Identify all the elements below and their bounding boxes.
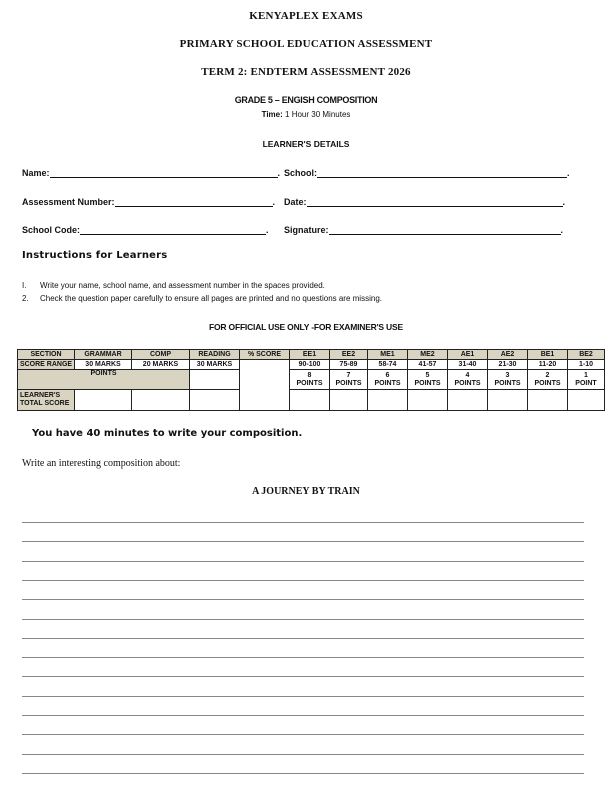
points-cell (368, 370, 408, 390)
ee1-cell[interactable] (290, 390, 330, 411)
header-cell: AE1 (448, 350, 488, 360)
points-value: 7 (346, 371, 351, 379)
ee2-cell[interactable] (330, 390, 368, 411)
header-cell: BE2 (568, 350, 605, 360)
points-value: 5 (425, 371, 430, 379)
dot: . (567, 168, 570, 178)
official-use-heading: FOR OFFICIAL USE ONLY -FOR EXAMINER'S USE (209, 322, 403, 332)
points-cell (448, 370, 488, 390)
points-unit: POINTS (414, 379, 441, 387)
be1-cell[interactable] (528, 390, 568, 411)
instructions-title: Instructions for Learners (22, 250, 168, 261)
points-value: 2 (545, 371, 550, 379)
points-row (18, 370, 605, 390)
signature-field[interactable] (284, 225, 563, 235)
percent-score-cell[interactable] (240, 360, 290, 411)
points-cell (568, 370, 605, 390)
points-value: 3 (505, 371, 510, 379)
writing-line[interactable] (22, 619, 584, 620)
table-header-row (18, 350, 605, 360)
header-cell: AE2 (488, 350, 528, 360)
points-unit: POINTS (534, 379, 561, 387)
header-cell: EE2 (330, 350, 368, 360)
be2-cell[interactable] (568, 390, 605, 411)
score-table (17, 349, 605, 411)
range-cell: 31-40 (448, 360, 488, 370)
composition-topic: A JOURNEY BY TRAIN (252, 486, 360, 497)
writing-line[interactable] (22, 734, 584, 735)
instruction-item (22, 281, 325, 290)
points-value: 6 (385, 371, 390, 379)
header-cell: GRAMMAR (75, 350, 132, 360)
me1-cell[interactable] (368, 390, 408, 411)
points-unit: POINTS (454, 379, 481, 387)
points-value: 1 (584, 371, 588, 379)
date-line[interactable] (307, 197, 563, 207)
points-cell (408, 370, 448, 390)
grade-subject: GRADE 5 – ENGISH COMPOSITION (234, 95, 378, 105)
range-cell: 1-10 (568, 360, 605, 370)
header-cell: % SCORE (240, 350, 290, 360)
writing-line[interactable] (22, 657, 584, 658)
signature-label: Signature: (284, 225, 329, 235)
school-code-label: School Code: (22, 225, 80, 235)
header-cell: ME2 (408, 350, 448, 360)
composition-prompt: Write an interesting composition about: (22, 458, 181, 469)
dot: . (266, 225, 269, 235)
header-cell: READING (190, 350, 240, 360)
instruction-text: Check the question paper carefully to ensure all pages are printed and no questions are missing. (40, 294, 382, 303)
dot: . (272, 197, 276, 207)
points-cell (528, 370, 568, 390)
learner-total-label (18, 390, 75, 411)
writing-line[interactable] (22, 522, 584, 523)
dot: . (277, 168, 281, 178)
score-range-cell: 20 MARKS (132, 360, 190, 370)
score-range-label: SCORE RANGE (18, 360, 75, 370)
points-value: 4 (465, 371, 470, 379)
learner-total-label-line2: TOTAL SCORE (20, 400, 70, 407)
reading-total-cell[interactable] (190, 390, 240, 411)
name-field[interactable] (22, 168, 280, 178)
points-cell (330, 370, 368, 390)
points-unit: POINTS (296, 379, 323, 387)
score-range-row (18, 360, 605, 370)
date-label: Date: (284, 197, 307, 207)
writing-line[interactable] (22, 638, 584, 639)
name-label: Name: (22, 168, 50, 178)
ae2-cell[interactable] (488, 390, 528, 411)
school-code-line[interactable] (80, 225, 266, 235)
assessment-number-field[interactable] (22, 197, 275, 207)
writing-line[interactable] (22, 715, 584, 716)
assessment-number-line[interactable] (115, 197, 273, 207)
instruction-item (22, 294, 382, 303)
me2-cell[interactable] (408, 390, 448, 411)
range-cell: 75-89 (330, 360, 368, 370)
header-cell: SECTION (18, 350, 75, 360)
header-cell: ME1 (368, 350, 408, 360)
writing-line[interactable] (22, 676, 584, 677)
time-line (0, 110, 612, 119)
learner-total-row (18, 390, 605, 411)
writing-line[interactable] (22, 561, 584, 562)
comp-total-cell[interactable] (132, 390, 190, 411)
range-cell: 21-30 (488, 360, 528, 370)
range-cell: 41-57 (408, 360, 448, 370)
assessment-title: PRIMARY SCHOOL EDUCATION ASSESSMENT (179, 38, 433, 50)
points-unit: POINTS (374, 379, 401, 387)
reading-points-cell[interactable] (190, 370, 240, 390)
instruction-number: 2. (22, 294, 29, 303)
dot: . (562, 197, 566, 207)
school-code-field[interactable] (22, 225, 269, 235)
grammar-total-cell[interactable] (75, 390, 132, 411)
instruction-text: Write your name, school name, and assessment number in the spaces provided. (40, 281, 325, 290)
writing-line[interactable] (22, 580, 584, 581)
school-label: School: (284, 168, 317, 178)
assessment-number-label: Assessment Number: (22, 197, 115, 207)
signature-line[interactable] (329, 225, 561, 235)
learner-details-heading: LEARNER'S DETAILS (262, 139, 350, 149)
school-line[interactable] (317, 168, 567, 178)
points-unit: POINTS (335, 379, 362, 387)
time-value: 1 Hour 30 Minutes (285, 110, 351, 119)
date-field[interactable] (284, 197, 565, 207)
score-range-cell: 30 MARKS (190, 360, 240, 370)
time-note: You have 40 minutes to write your composition. (32, 428, 303, 439)
header-cell: BE1 (528, 350, 568, 360)
writing-line[interactable] (22, 541, 584, 542)
writing-line[interactable] (22, 754, 584, 755)
dot: . (560, 225, 564, 235)
header-cell: EE1 (290, 350, 330, 360)
points-label: POINTS (18, 370, 190, 390)
points-value: 8 (307, 371, 312, 379)
range-cell: 11-20 (528, 360, 568, 370)
term-title: TERM 2: ENDTERM ASSESSMENT 2026 (201, 66, 411, 78)
score-range-cell: 30 MARKS (75, 360, 132, 370)
writing-line[interactable] (22, 599, 584, 600)
writing-line[interactable] (22, 773, 584, 774)
points-cell (290, 370, 330, 390)
header-cell: COMP (132, 350, 190, 360)
learner-total-label-line1: LEARNER'S (20, 392, 61, 399)
points-unit: POINTS (494, 379, 521, 387)
name-line[interactable] (50, 168, 278, 178)
ae1-cell[interactable] (448, 390, 488, 411)
writing-line[interactable] (22, 696, 584, 697)
school-field[interactable] (284, 168, 570, 178)
time-label: Time: (261, 110, 283, 119)
exam-body-title: KENYAPLEX EXAMS (249, 10, 363, 22)
instruction-number: I. (22, 281, 27, 290)
points-cell (488, 370, 528, 390)
range-cell: 90-100 (290, 360, 330, 370)
range-cell: 58-74 (368, 360, 408, 370)
points-unit: POINT (575, 379, 597, 387)
